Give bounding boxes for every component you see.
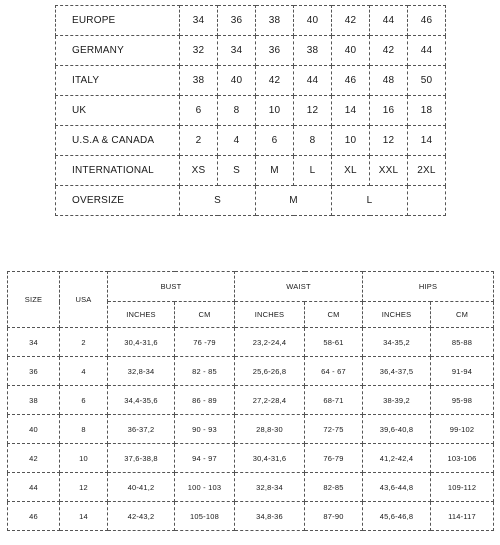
size-value: 36 bbox=[218, 6, 256, 36]
size-value: 16 bbox=[370, 96, 408, 126]
hips-inches-header: INCHES bbox=[363, 302, 431, 328]
size-value: 40 bbox=[332, 36, 370, 66]
size-value: 10 bbox=[332, 126, 370, 156]
size-value: 2XL bbox=[408, 156, 446, 186]
conversion-row bbox=[56, 96, 446, 126]
conversion-row bbox=[56, 66, 446, 96]
size-cell: 38 bbox=[8, 386, 60, 415]
size-value: 46 bbox=[332, 66, 370, 96]
usa-size-cell: 6 bbox=[60, 386, 108, 415]
hips-inches-cell: 45,6-46,8 bbox=[363, 502, 431, 531]
bust-header: BUST bbox=[108, 272, 235, 302]
hips-cm-cell: 91-94 bbox=[431, 357, 494, 386]
size-value: 34 bbox=[180, 6, 218, 36]
size-value: 14 bbox=[332, 96, 370, 126]
hips-cm-cell: 114-117 bbox=[431, 502, 494, 531]
region-label: INTERNATIONAL bbox=[56, 156, 180, 186]
size-value: 46 bbox=[408, 6, 446, 36]
bust-inches-cell: 32,8-34 bbox=[108, 357, 175, 386]
bust-cm-header: CM bbox=[175, 302, 235, 328]
hips-inches-cell: 43,6-44,8 bbox=[363, 473, 431, 502]
region-label: ITALY bbox=[56, 66, 180, 96]
size-conversion-body bbox=[56, 6, 446, 216]
size-value: XL bbox=[332, 156, 370, 186]
bust-cm-cell: 86 - 89 bbox=[175, 386, 235, 415]
waist-inches-cell: 28,8-30 bbox=[235, 415, 305, 444]
size-value: 40 bbox=[294, 6, 332, 36]
hips-header: HIPS bbox=[363, 272, 494, 302]
bust-inches-cell: 42-43,2 bbox=[108, 502, 175, 531]
table-row bbox=[8, 444, 494, 473]
hips-inches-cell: 41,2-42,4 bbox=[363, 444, 431, 473]
waist-cm-cell: 87-90 bbox=[305, 502, 363, 531]
oversize-label: OVERSIZE bbox=[56, 186, 180, 216]
bust-inches-cell: 30,4-31,6 bbox=[108, 328, 175, 357]
empty-cell bbox=[408, 186, 446, 216]
size-value: S bbox=[218, 156, 256, 186]
bust-inches-cell: 37,6-38,8 bbox=[108, 444, 175, 473]
measurement-header bbox=[8, 272, 494, 328]
waist-inches-header: INCHES bbox=[235, 302, 305, 328]
usa-size-cell: 2 bbox=[60, 328, 108, 357]
waist-inches-cell: 32,8-34 bbox=[235, 473, 305, 502]
size-value: 38 bbox=[180, 66, 218, 96]
size-value: 44 bbox=[294, 66, 332, 96]
waist-cm-cell: 76-79 bbox=[305, 444, 363, 473]
hips-inches-cell: 36,4-37,5 bbox=[363, 357, 431, 386]
size-value: 6 bbox=[180, 96, 218, 126]
table-row bbox=[8, 502, 494, 531]
hips-cm-cell: 85-88 bbox=[431, 328, 494, 357]
oversize-value: M bbox=[256, 186, 332, 216]
hips-inches-cell: 39,6-40,8 bbox=[363, 415, 431, 444]
size-cell: 34 bbox=[8, 328, 60, 357]
size-value: 18 bbox=[408, 96, 446, 126]
size-value: 8 bbox=[294, 126, 332, 156]
bust-cm-cell: 90 - 93 bbox=[175, 415, 235, 444]
conversion-row bbox=[56, 156, 446, 186]
conversion-row bbox=[56, 126, 446, 156]
size-value: 42 bbox=[256, 66, 294, 96]
region-label: UK bbox=[56, 96, 180, 126]
body-measurement-table bbox=[7, 271, 494, 531]
size-value: 36 bbox=[256, 36, 294, 66]
waist-inches-cell: 30,4-31,6 bbox=[235, 444, 305, 473]
measurement-body bbox=[8, 328, 494, 531]
size-cell: 42 bbox=[8, 444, 60, 473]
hips-cm-cell: 99-102 bbox=[431, 415, 494, 444]
size-value: 42 bbox=[332, 6, 370, 36]
size-value: 32 bbox=[180, 36, 218, 66]
hips-cm-cell: 109-112 bbox=[431, 473, 494, 502]
size-value: 48 bbox=[370, 66, 408, 96]
hips-inches-cell: 38-39,2 bbox=[363, 386, 431, 415]
waist-inches-cell: 25,6-26,8 bbox=[235, 357, 305, 386]
bust-cm-cell: 100 - 103 bbox=[175, 473, 235, 502]
size-value: 12 bbox=[294, 96, 332, 126]
table-row bbox=[8, 473, 494, 502]
size-value: 50 bbox=[408, 66, 446, 96]
size-value: 10 bbox=[256, 96, 294, 126]
size-value: XS bbox=[180, 156, 218, 186]
waist-cm-cell: 68-71 bbox=[305, 386, 363, 415]
table-row bbox=[8, 328, 494, 357]
waist-header: WAIST bbox=[235, 272, 363, 302]
waist-cm-cell: 58-61 bbox=[305, 328, 363, 357]
waist-cm-header: CM bbox=[305, 302, 363, 328]
size-value: 14 bbox=[408, 126, 446, 156]
conversion-row bbox=[56, 36, 446, 66]
size-value: XXL bbox=[370, 156, 408, 186]
size-value: 6 bbox=[256, 126, 294, 156]
size-cell: 44 bbox=[8, 473, 60, 502]
oversize-value: S bbox=[180, 186, 256, 216]
usa-size-cell: 12 bbox=[60, 473, 108, 502]
bust-cm-cell: 94 - 97 bbox=[175, 444, 235, 473]
hips-inches-cell: 34-35,2 bbox=[363, 328, 431, 357]
conversion-row bbox=[56, 6, 446, 36]
size-header: SIZE bbox=[8, 272, 60, 328]
waist-inches-cell: 27,2-28,4 bbox=[235, 386, 305, 415]
size-value: 38 bbox=[256, 6, 294, 36]
size-cell: 46 bbox=[8, 502, 60, 531]
waist-inches-cell: 23,2-24,4 bbox=[235, 328, 305, 357]
bust-inches-cell: 36-37,2 bbox=[108, 415, 175, 444]
hips-cm-header: CM bbox=[431, 302, 494, 328]
bust-cm-cell: 76 -79 bbox=[175, 328, 235, 357]
bust-inches-header: INCHES bbox=[108, 302, 175, 328]
size-value: 4 bbox=[218, 126, 256, 156]
size-value: 44 bbox=[408, 36, 446, 66]
region-label: GERMANY bbox=[56, 36, 180, 66]
size-value: 38 bbox=[294, 36, 332, 66]
size-cell: 40 bbox=[8, 415, 60, 444]
usa-header: USA bbox=[60, 272, 108, 328]
size-value: M bbox=[256, 156, 294, 186]
waist-cm-cell: 64 - 67 bbox=[305, 357, 363, 386]
hips-cm-cell: 95-98 bbox=[431, 386, 494, 415]
table-row bbox=[8, 386, 494, 415]
usa-size-cell: 14 bbox=[60, 502, 108, 531]
bust-cm-cell: 105-108 bbox=[175, 502, 235, 531]
size-value: 2 bbox=[180, 126, 218, 156]
usa-size-cell: 8 bbox=[60, 415, 108, 444]
bust-inches-cell: 34,4-35,6 bbox=[108, 386, 175, 415]
waist-inches-cell: 34,8-36 bbox=[235, 502, 305, 531]
usa-size-cell: 4 bbox=[60, 357, 108, 386]
bust-cm-cell: 82 - 85 bbox=[175, 357, 235, 386]
waist-cm-cell: 82-85 bbox=[305, 473, 363, 502]
region-label: U.S.A & CANADA bbox=[56, 126, 180, 156]
size-conversion-table bbox=[55, 5, 446, 216]
bust-inches-cell: 40-41,2 bbox=[108, 473, 175, 502]
size-cell: 36 bbox=[8, 357, 60, 386]
table-row bbox=[8, 357, 494, 386]
hips-cm-cell: 103-106 bbox=[431, 444, 494, 473]
size-value: L bbox=[294, 156, 332, 186]
region-label: EUROPE bbox=[56, 6, 180, 36]
oversize-row bbox=[56, 186, 446, 216]
usa-size-cell: 10 bbox=[60, 444, 108, 473]
size-value: 34 bbox=[218, 36, 256, 66]
size-value: 44 bbox=[370, 6, 408, 36]
size-value: 42 bbox=[370, 36, 408, 66]
size-value: 8 bbox=[218, 96, 256, 126]
size-value: 40 bbox=[218, 66, 256, 96]
oversize-value: L bbox=[332, 186, 408, 216]
size-value: 12 bbox=[370, 126, 408, 156]
table-row bbox=[8, 415, 494, 444]
waist-cm-cell: 72-75 bbox=[305, 415, 363, 444]
